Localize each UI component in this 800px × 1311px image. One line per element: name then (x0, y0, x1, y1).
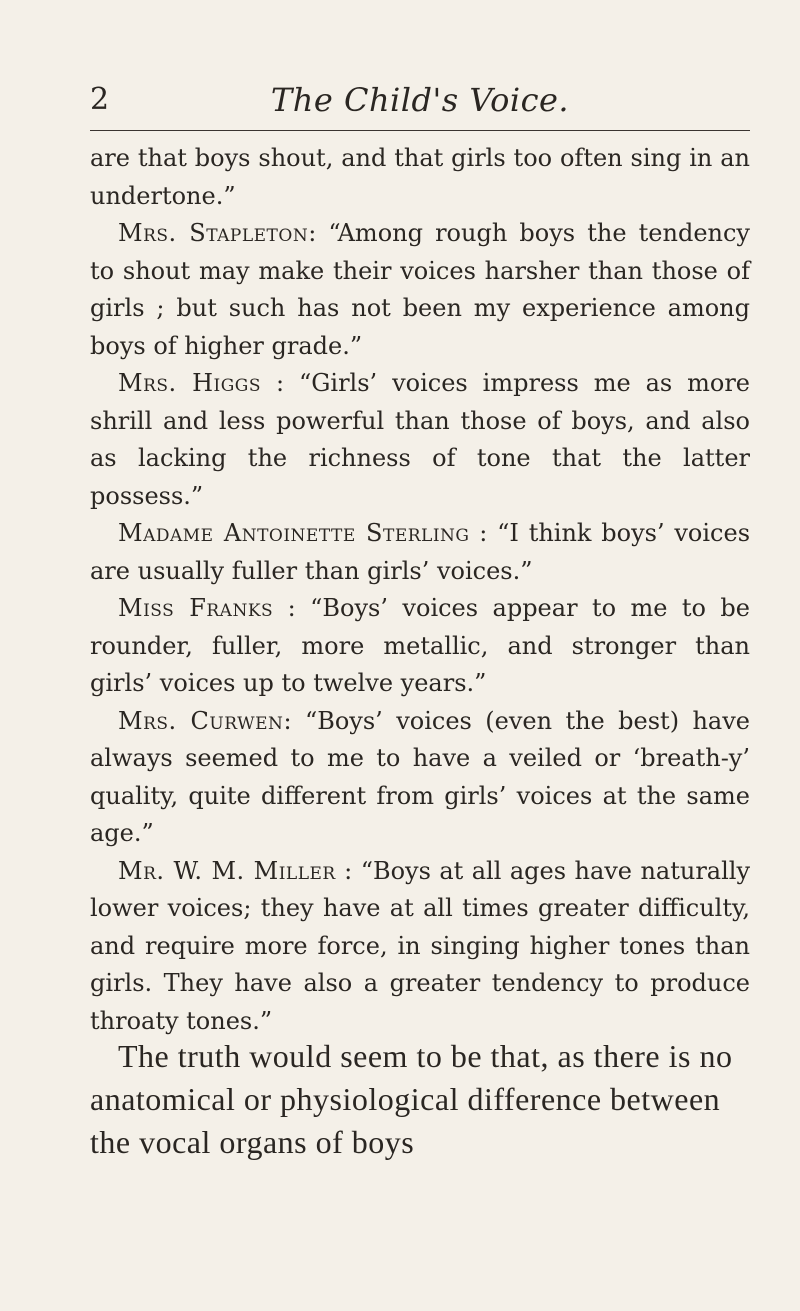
speaker-name: Madame Antoinette Sterling (118, 519, 470, 547)
speaker-separator: : (283, 706, 305, 735)
paragraph-text: “Boys at all ages have naturally lower voices; they have at all times greater difficulty, and require more force, in singing higher tones than girls. They have also a greater tendency to produce throaty tones.” (90, 856, 751, 1035)
paragraph-franks (90, 590, 750, 703)
speaker-name: Mrs. Curwen (118, 706, 284, 735)
speaker-name: Mr. W. M. Miller (118, 856, 336, 885)
header-rule (90, 130, 750, 131)
paragraph-text: “Boys’ voices appear to me to be rounder, fuller, more metallic, and stronger than girls’ voices up to twelve years.” (90, 594, 750, 697)
quoted-opinions (90, 140, 750, 1040)
speaker-separator: : (308, 219, 329, 247)
main-paragraph (90, 1035, 750, 1164)
paragraph-text: “Among rough boys the tendency to shout may make their voices harsher than those of girls ; but such has not been my experience among boys of higher grade.” (90, 219, 750, 360)
paragraph-sterling (90, 515, 750, 590)
paragraph-curwen (90, 703, 750, 853)
paragraph-text: “Girls’ voices impress me as more shrill and less powerful than those of boys, and also as lacking the richness of tone that the latter possess.” (90, 369, 751, 510)
paragraph-continuation (90, 140, 750, 215)
speaker-separator: : (469, 519, 498, 547)
running-title: The Child's Voice. (270, 81, 570, 119)
paragraph-text: The truth would seem to be that, as there is no anatomical or physiological difference between the vocal organs of boys (90, 1038, 733, 1160)
page-header (90, 80, 750, 128)
paragraph-text: “I think boys’ voices are usually fuller than girls’ voices.” (90, 519, 751, 585)
paragraph-miller (90, 853, 750, 1041)
speaker-separator: : (273, 594, 311, 622)
speaker-name: Mrs. Stapleton (118, 219, 309, 247)
speaker-separator: : (261, 369, 299, 397)
paragraph-higgs (90, 365, 750, 515)
paragraph-stapleton (90, 215, 750, 365)
speaker-separator: : (335, 856, 361, 885)
paragraph-text: are that boys shout, and that girls too often sing in an undertone.” (90, 144, 750, 210)
paragraph-text: “Boys’ voices (even the best) have always seemed to me to have a veiled or ‘breath-y’ quality, quite different from girls’ voices at the same age.” (90, 706, 750, 847)
speaker-name: Miss Franks (118, 594, 274, 622)
speaker-name: Mrs. Higgs (118, 369, 262, 397)
page-number: 2 (90, 82, 110, 117)
